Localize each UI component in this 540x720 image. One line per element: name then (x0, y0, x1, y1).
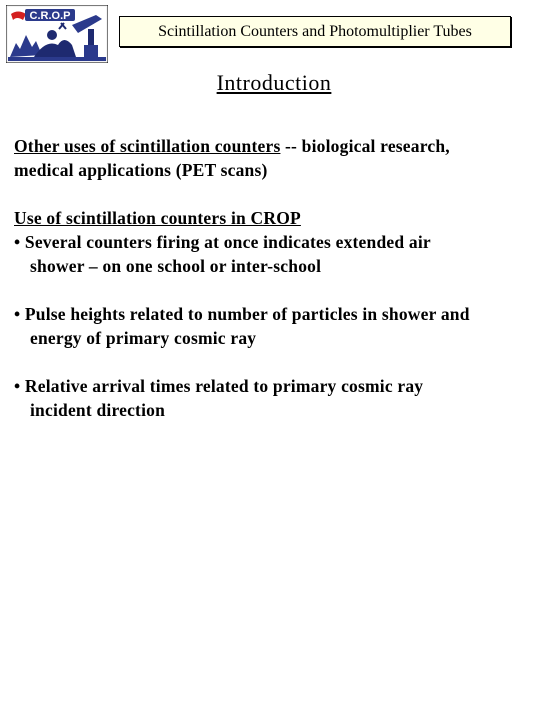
other-uses-rest: -- biological research, (280, 136, 450, 156)
crop-use-underlined: Use of scintillation counters in CROP (14, 208, 301, 228)
slide-title-box (119, 16, 511, 47)
slide-title: Scintillation Counters and Photomultiplier Tubes (158, 22, 472, 40)
bullet-arrival-times (14, 374, 529, 422)
other-uses-underlined: Other uses of scintillation counters (14, 136, 281, 156)
arrival-times-line2: incident direction (30, 400, 166, 420)
crop-use-bullet-line2: shower – on one school or inter-school (30, 256, 322, 276)
paragraph-other-uses (14, 134, 529, 182)
crop-use-bullet-line1: • Several counters firing at once indicates extended air (14, 232, 431, 252)
logo-text: C.R.O.P (29, 10, 71, 22)
other-uses-line2: medical applications (PET scans) (14, 160, 268, 180)
paragraph-crop-use (14, 206, 529, 278)
page-heading: Introduction (216, 70, 332, 95)
crop-logo (6, 5, 108, 63)
bullet-pulse-heights (14, 302, 529, 350)
arrival-times-line1: • Relative arrival times related to primary cosmic ray (14, 376, 424, 396)
pulse-heights-line2: energy of primary cosmic ray (30, 328, 257, 348)
crop-logo-image (6, 5, 108, 63)
pulse-heights-line1: • Pulse heights related to number of particles in shower and (14, 304, 470, 324)
